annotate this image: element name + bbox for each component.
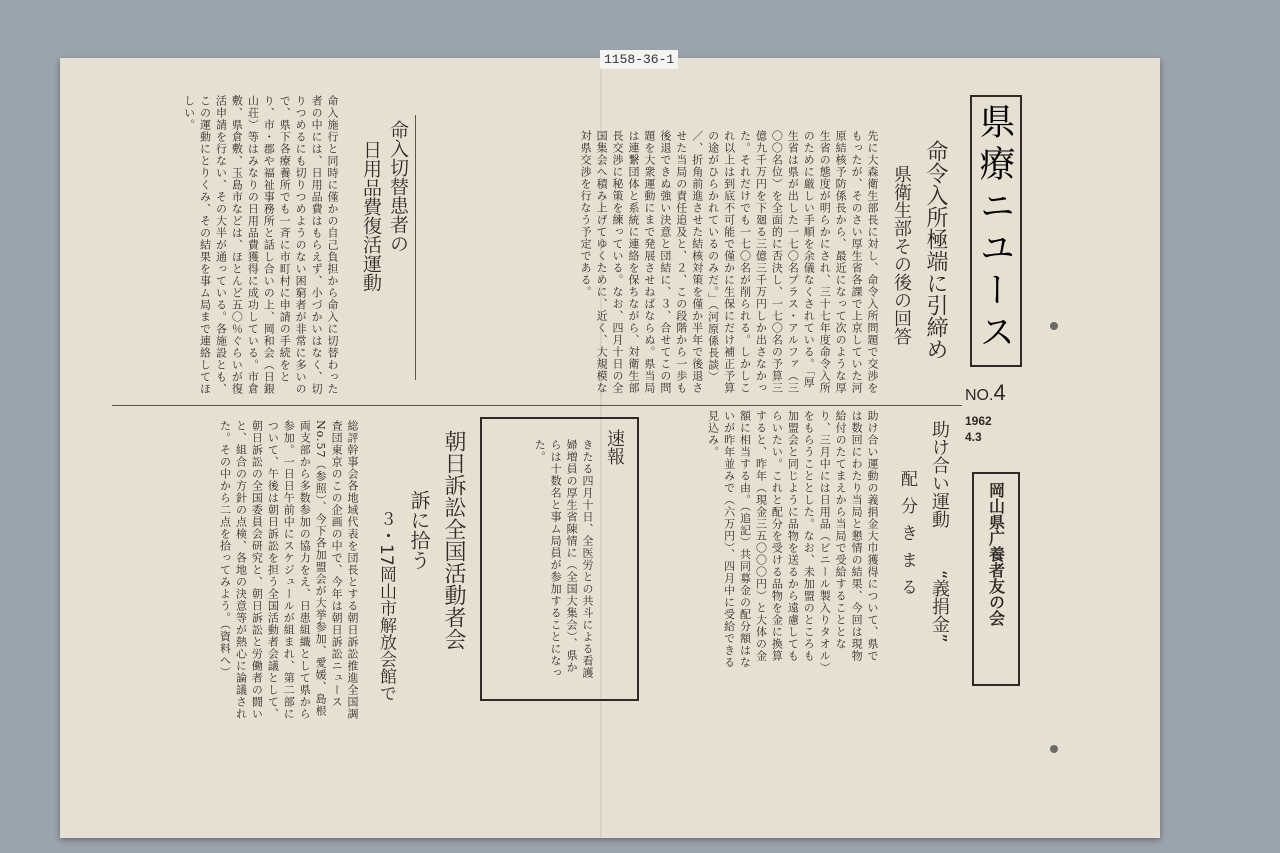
- punch-hole: [1050, 322, 1058, 330]
- publisher-name: 岡山県广養者友の会: [986, 482, 1006, 626]
- article1-body: 先に大森衛生部長に対し、命令入所問題で交渉をもったが、そのさい厚生省各課で上京していた河原結核予防係長から、最近になって次のような厚生省の態度が明らかにされ、三十七年度命令入所のために厳しい手順を余儀なくされている。「厚生省は県が出した一七〇名プラス・アルファ（三〇〇名位）を全面的に否決し、一七〇名の予算三億九千万円を下廻る三億三千万円しか出さなかった。それだけでも一七〇名が削られる。しかしこれ以上は到底不可能で僅かに生保にだけ補正予算の途がひらかれているのみだ。」（河原係長談）／、折角前進させた結核対策を僅か半年で後退させた当局の責任追及と、２、この段階から一歩も後退できぬ強い決意と団結に、３、合せてこの問題を大衆運動にまで発展させねばならぬ。県当局は連繋団体と系統に連絡を保ちながら、対衛生部長交渉に秘策を練っている。なお、四月十日の全国集会へ積み上げてゆくために、近く、大規模な対県交渉を行なう予定である。: [579, 130, 879, 394]
- article3-headline-quote: “義捐金”: [929, 570, 950, 643]
- catalog-label: 1158-36-1: [600, 50, 678, 69]
- masthead-box: [970, 95, 1022, 367]
- article2-body: 命入施行と同時に僅かの自己負担から命入に切替わった者の中には、日用品費はもらえず、小づかいはなく、切りつめるにも切りつめようのない困窮者が非常に多いので、県下各療養所でも一斉に市町村に申請の手続をとり、市・郡や福祉事務所と話し合いの上、岡和会（日銀山荘）等はみなりの日用品費獲得に成功している。市倉敷、県倉敷、玉島市などは、ほとんど五〇％ぐらいが復活申請を行ない、その大半が通っている。各施設とも、この運動にとりくみ、その結果を事ム局まで連絡してほしい。: [182, 95, 339, 395]
- bulletin-body: きたる四月十日、全医労との共斗による看護婦増員の厚生省陳情に（全国大集会）、県からは十数名と事ム局員が参加することになった。: [533, 439, 594, 679]
- article3-body: 助け合い運動の義捐金大巾獲得について、県では数回にわたり当局と懇情の結果、今回は現物給付のたてまえから当局で受給することとなり、三月中には日用品（ビニール製入りタオル）をもらうこととした。なお、未加盟のところも加盟会と同じように品物を送るから遠慮してもらいたい。これと配分を受ける品物を金に換算すると、昨年（現金三五〇〇〇円）と大体の金額に相当する由。（追記）共同募金の配分額はないが昨年並みで（六万円）、四月中に受給できる見込み。: [706, 410, 879, 669]
- article2-headline: 命入切替患者の: [387, 120, 409, 253]
- article4-venue: ３・17岡山市解放会館で: [376, 510, 396, 702]
- article4-headline: 朝日訴訟全国活動者会: [441, 430, 466, 650]
- article1-subheadline: 県衛生部その後の回答: [891, 165, 912, 345]
- publisher-box: [972, 472, 1020, 686]
- issue-number: NO.4: [965, 380, 1006, 405]
- article3-subheadline: 配分きまる: [897, 470, 917, 605]
- article1-headline: 命令入所極端に引締め: [923, 140, 948, 360]
- bulletin-box: [480, 417, 639, 701]
- article4-body: 総評幹事会各地域代表を団長とする朝日訴訟推進全国調査団東京のこの企画の中で、今年は朝日訴訟ニュースNo.57（参照）、今下各加盟会が大挙参加、愛媛、島根両支部から多数参加の協力をえ、日患組織として県から参加。一日日午前中にスケジュールが組まれ、第二部について、午後は朝日訴訟を担う全国活動者会議として、朝日訴訟の全国委員会研究と、朝日訴訟と労働者の闘いと、組合の方針の点検、各地の決意等が熱心に論議された。その中から二点を拾ってみよう。（資料へ）: [218, 420, 359, 720]
- newspaper-title: 県療ニユース: [974, 103, 1015, 355]
- bulletin-title: 速報: [604, 429, 625, 465]
- issue-info: [965, 380, 1021, 444]
- punch-hole: [1050, 745, 1058, 753]
- issue-date-year: 1962: [965, 414, 992, 428]
- article2-divider: [415, 115, 416, 380]
- section-divider: [112, 405, 962, 406]
- article3-headline: 助け合い運動: [929, 420, 950, 528]
- issue-date-md: 4.3: [965, 430, 982, 444]
- article2-subheadline: 日用品費復活運動: [360, 140, 382, 292]
- article4-subheadline: 訴に拾う: [407, 490, 431, 570]
